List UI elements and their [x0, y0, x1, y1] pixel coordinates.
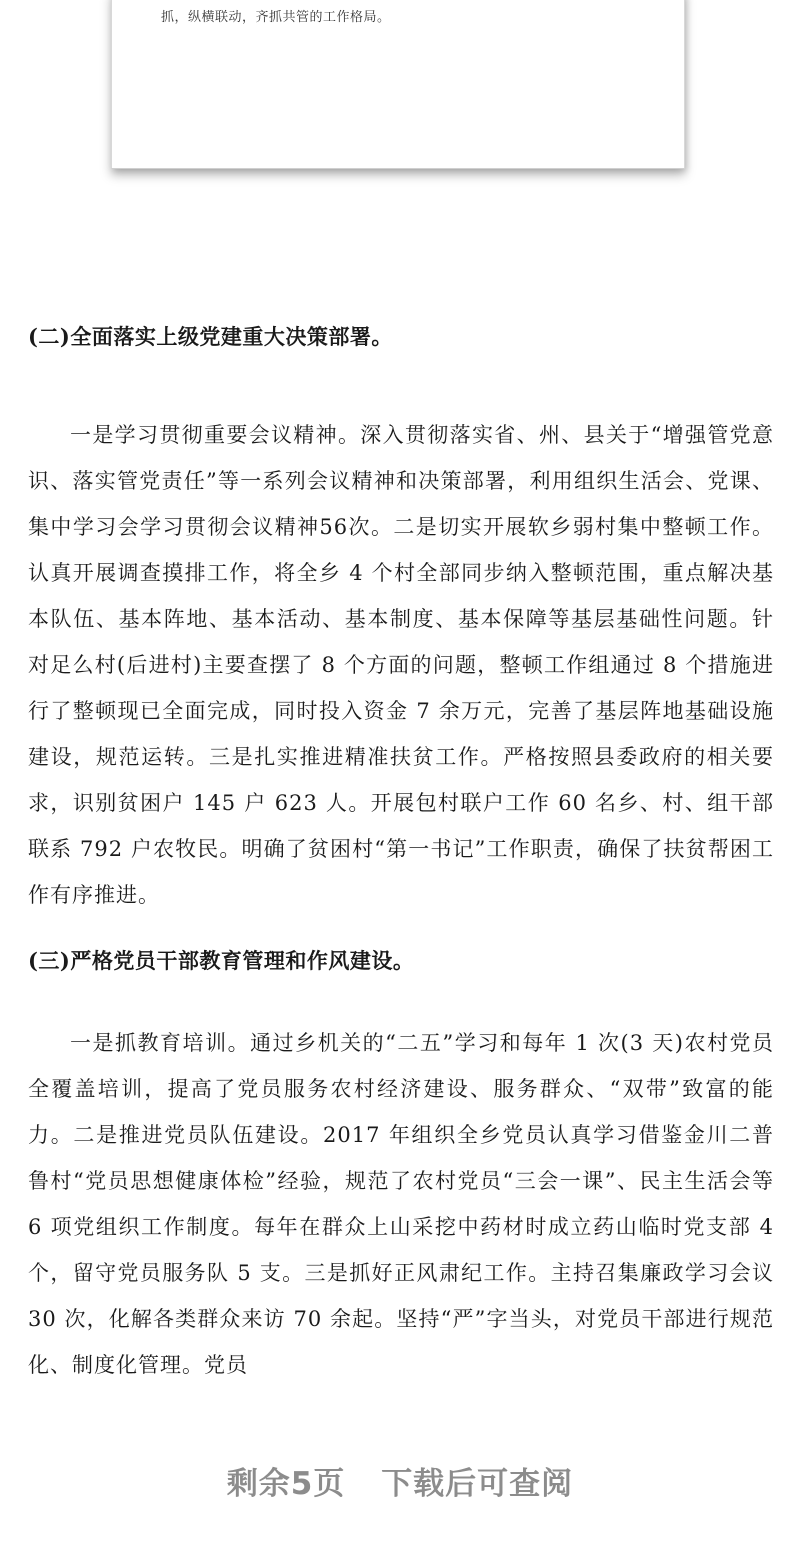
download-to-view-label[interactable]: 下载后可查阅 — [381, 1466, 574, 1502]
previous-page-last-line: 抓，纵横联动，齐抓共管的工作格局。 — [161, 10, 391, 25]
download-prompt-banner[interactable] — [0, 1458, 800, 1503]
section-heading-3: (三)严格党员干部教育管理和作风建设。 — [28, 948, 415, 973]
section-paragraph-3: 一是抓教育培训。通过乡机关的“二五”学习和每年 1 次(3 天)农村党员全覆盖培训，提高了党员服务农村经济建设、服务群众、“双带”致富的能力。二是推进党员队伍建设。2017 年组织全乡党员认真学习借鉴金川二普鲁村“党员思想健康体检”经验，规范了农村党员“三会一课”、民主生活会等 6 项党组织工作制度。每年在群众上山采挖中药材时成立药山临时党支部 4 个，留守党员服务队 5 支。三是抓好正风肃纪工作。主持召集廉政学习会议 30 次，化解各类群众来访 70 余起。坚持“严”字当头，对党员干部进行规范化、制度化管理。党员 — [28, 1031, 774, 1377]
remaining-pages-label[interactable]: 剩余5页 — [226, 1466, 346, 1502]
document-body — [28, 322, 774, 1388]
previous-page-preview — [111, 0, 685, 169]
section-paragraph-2: 一是学习贯彻重要会议精神。深入贯彻落实省、州、县关于“增强管党意识、落实管党责任”等一系列会议精神和决策部署，利用组织生活会、党课、集中学习会学习贯彻会议精神56次。二是切实开展软乡弱村集中整顿工作。认真开展调查摸排工作，将全乡 4 个村全部同步纳入整顿范围，重点解决基本队伍、基本阵地、基本活动、基本制度、基本保障等基层基础性问题。针对足么村(后进村)主要查摆了 8 个方面的问题，整顿工作组通过 8 个措施进行了整顿现已全面完成，同时投入资金 7 余万元，完善了基层阵地基础设施建设，规范运转。三是扎实推进精准扶贫工作。严格按照县委政府的相关要求，识别贫困户 145 户 623 人。开展包村联户工作 60 名乡、村、组干部联系 792 户农牧民。明确了贫困村“第一书记”工作职责，确保了扶贫帮困工作有序推进。 — [28, 423, 774, 907]
section-heading-2: (二)全面落实上级党建重大决策部署。 — [28, 324, 393, 349]
